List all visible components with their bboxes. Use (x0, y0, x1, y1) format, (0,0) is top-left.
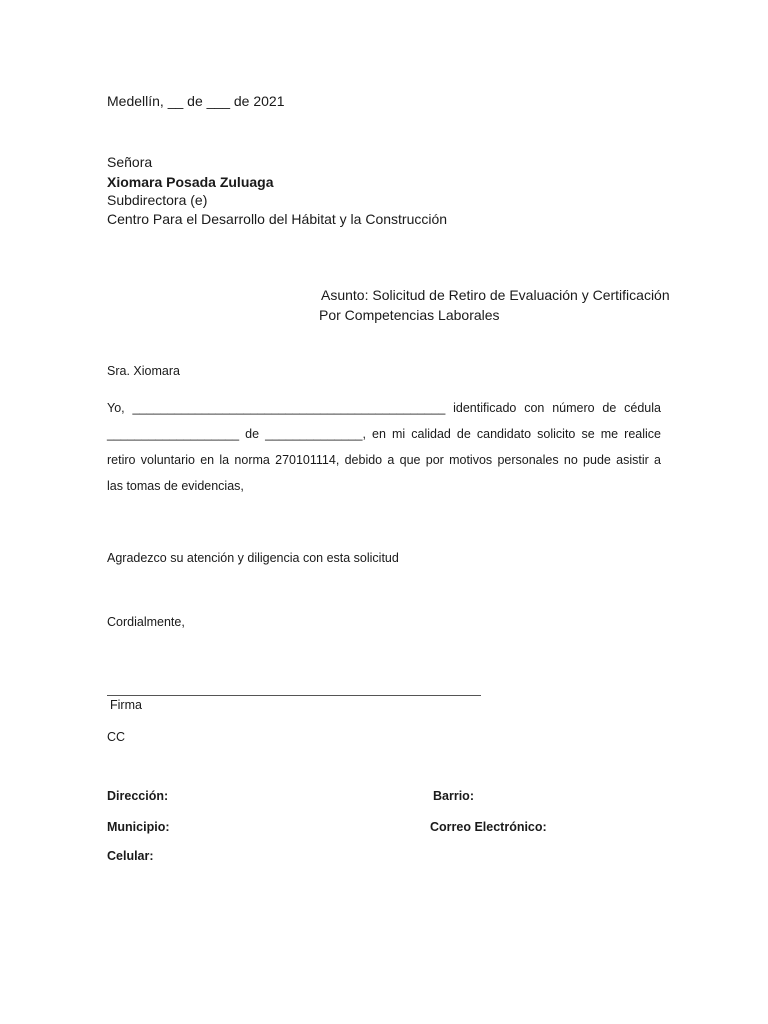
recipient-name: Xiomara Posada Zuluaga (107, 174, 274, 190)
body-line-4: las tomas de evidencias, (107, 479, 244, 493)
salutation-title: Señora (107, 154, 153, 170)
phone-label: Celular: (107, 849, 154, 863)
body-line-3: retiro voluntario en la norma 270101114, debido a que por motivos personales no pude asistir a (107, 453, 661, 467)
recipient-organization: Centro Para el Desarrollo del Hábitat y la Construcción (107, 211, 448, 227)
recipient-role: Subdirectora (e) (107, 192, 208, 208)
subject-line-1: Asunto: Solicitud de Retiro de Evaluación y Certificación (321, 287, 670, 303)
body-line-1: Yo, _____________________________________________ identificado con número de cédula (107, 401, 661, 415)
address-label: Dirección: (107, 789, 169, 803)
email-label: Correo Electrónico: (430, 820, 547, 834)
municipality-label: Municipio: (107, 820, 170, 834)
closing: Cordialmente, (107, 615, 185, 629)
thanks-line: Agradezco su atención y diligencia con esta solicitud (107, 551, 399, 565)
signature-label: Firma (110, 698, 142, 712)
id-label: CC (107, 730, 126, 744)
body-line-2: ___________________ de ______________, en mi calidad de candidato solicito se me realice (107, 427, 661, 441)
neighborhood-label: Barrio: (433, 789, 474, 803)
greeting: Sra. Xiomara (107, 364, 180, 378)
signature-line (107, 695, 481, 696)
place-date: Medellín, __ de ___ de 2021 (107, 93, 285, 109)
subject-line-2: Por Competencias Laborales (319, 307, 500, 323)
